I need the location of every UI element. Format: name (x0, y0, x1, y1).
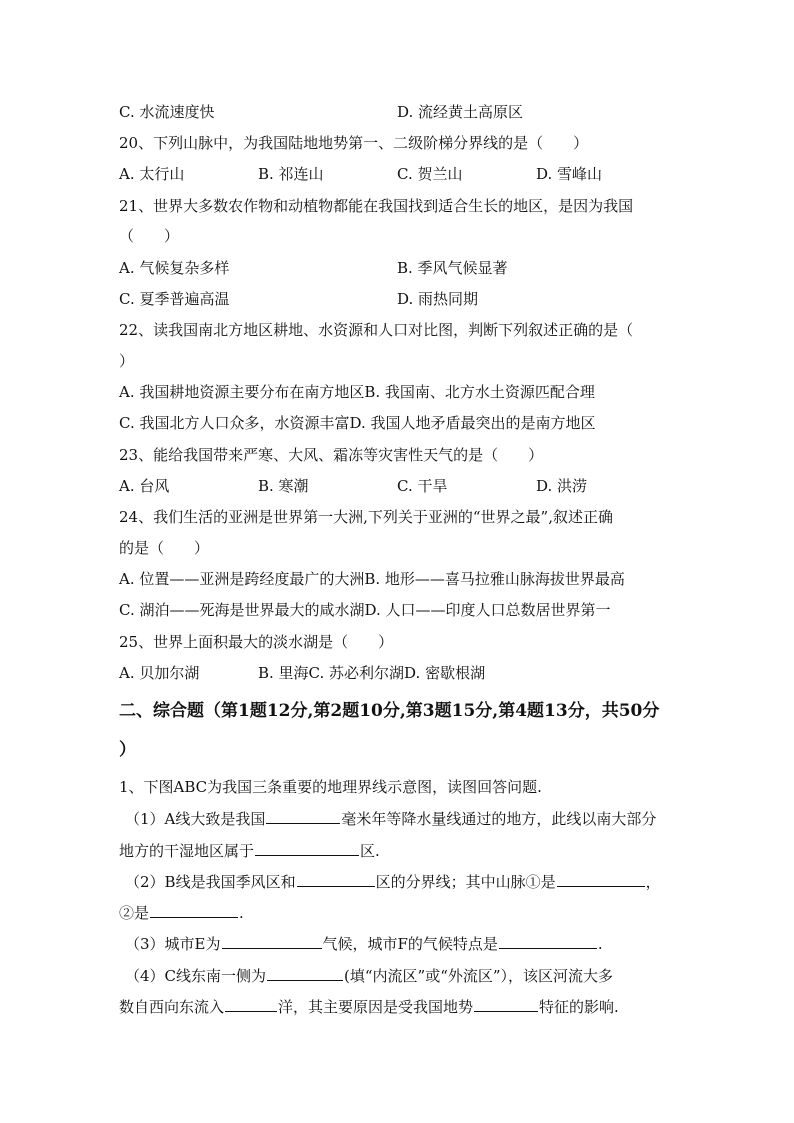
answer-blank-1[interactable] (266, 808, 340, 824)
q20-option-d: D. 雪峰山 (536, 165, 603, 183)
q1-part3-text-a: （3）城市E为 (125, 935, 221, 953)
answer-blank-10[interactable] (474, 996, 538, 1012)
question-21-stem-line2: （ ） (119, 227, 180, 245)
question-22-stem-line2: ） (119, 352, 135, 370)
q1-part1-text-d: 区. (360, 842, 380, 860)
q21-option-d: D. 雨热同期 (397, 290, 479, 308)
q1-part1-line2 (119, 840, 380, 862)
q1-part1-text-a: （1）A线大致是我国 (125, 810, 266, 828)
q25-option-a: A. 贝加尔湖 (119, 664, 200, 682)
q1-part2-line1 (125, 871, 661, 893)
question-20-stem: 20、下列山脉中，为我国陆地地势第一、二级阶梯分界线的是（ ） (119, 134, 589, 152)
question-22-stem-line1: 22、读我国南北方地区耕地、水资源和人口对比图，判断下列叙述正确的是（ (119, 321, 634, 339)
q1-part2-line2 (119, 902, 244, 924)
q1-part2-text-e: . (239, 904, 244, 922)
q1-part4-text-d: 洋，其主要原因是受我国地势 (278, 998, 474, 1016)
q1-part2-text-a: （2）B线是我国季风区和 (125, 873, 296, 891)
question-24-stem-line2: 的是（ ） (119, 539, 210, 557)
q23-option-a: A. 台风 (119, 477, 170, 495)
q1-part1-line1 (125, 808, 656, 830)
q1-part4-text-a: （4）C线东南一侧为 (125, 967, 267, 985)
q21-option-c: C. 夏季普遍高温 (119, 290, 230, 308)
q20-option-c: C. 贺兰山 (397, 165, 463, 183)
answer-blank-3[interactable] (297, 871, 375, 887)
q21-option-b: B. 季风气候显著 (397, 259, 508, 277)
q22-options-line2: C. 我国北方人口众多，水资源丰富D. 我国人地矛盾最突出的是南方地区 (119, 414, 596, 432)
answer-blank-5[interactable] (150, 902, 238, 918)
q1-part2-text-b: 区的分界线；其中山脉①是 (375, 873, 556, 891)
q1-part4-line1 (125, 965, 613, 987)
answer-blank-4[interactable] (557, 871, 645, 887)
question-21-stem-line1: 21、世界大多数农作物和动植物都能在我国找到适合生长的地区，是因为我国 (119, 197, 634, 215)
option-d-prev: D. 流经黄土高原区 (397, 103, 524, 121)
q23-option-b: B. 寒潮 (258, 477, 309, 495)
q1-part4-text-c: 数自西向东流入 (119, 998, 225, 1016)
answer-blank-9[interactable] (225, 996, 277, 1012)
answer-blank-8[interactable] (267, 965, 343, 981)
q20-option-b: B. 祁连山 (258, 165, 324, 183)
q1-intro: 1、下图ABC为我国三条重要的地理界线示意图，读图回答问题. (119, 778, 542, 796)
q20-option-a: A. 太行山 (119, 165, 185, 183)
answer-blank-6[interactable] (222, 933, 322, 949)
option-c-prev: C. 水流速度快 (119, 103, 215, 121)
q1-part1-text-c: 地方的干湿地区属于 (119, 842, 255, 860)
q1-part3-text-b: 气候，城市F的气候特点是 (322, 935, 498, 953)
q23-option-c: C. 干旱 (397, 477, 448, 495)
q24-options-line2: C. 湖泊——死海是世界最大的咸水湖D. 人口——印度人口总数居世界第一 (119, 601, 611, 619)
q1-part3-line (125, 933, 603, 955)
question-23-stem: 23、能给我国带来严寒、大风、霜冻等灾害性天气的是（ ） (119, 446, 544, 464)
q23-option-d: D. 洪涝 (536, 477, 588, 495)
q1-part2-text-d: ②是 (119, 904, 150, 922)
q1-part2-text-c: ， (645, 873, 661, 891)
answer-blank-7[interactable] (499, 933, 597, 949)
q1-part4-text-e: 特征的影响. (539, 998, 619, 1016)
q1-part3-text-c: . (597, 935, 603, 953)
q22-options-line1: A. 我国耕地资源主要分布在南方地区B. 我国南、北方水土资源匹配合理 (119, 383, 595, 401)
q1-part4-text-b: (填“内流区”或“外流区”），该区河流大多 (344, 967, 614, 985)
q1-part1-text-b: 毫米年等降水量线通过的地方，此线以南大部分 (341, 810, 657, 828)
q25-options-rest: B. 里海C. 苏必利尔湖D. 密歇根湖 (258, 664, 486, 682)
question-24-stem-line1: 24、我们生活的亚洲是世界第一大洲,下列关于亚洲的“世界之最”,叙述正确 (119, 508, 613, 526)
section-2-heading-line2: ） (119, 740, 136, 760)
q24-options-line1: A. 位置——亚洲是跨经度最广的大洲B. 地形——喜马拉雅山脉海拔世界最高 (119, 570, 625, 588)
question-25-stem: 25、世界上面积最大的淡水湖是（ ） (119, 633, 394, 651)
section-2-heading-line1: 二、综合题（第1题12分,第2题10分,第3题15分,第4题13分，共50分 (119, 701, 660, 721)
q1-part4-line2 (119, 996, 619, 1018)
q21-option-a: A. 气候复杂多样 (119, 259, 230, 277)
answer-blank-2[interactable] (255, 840, 359, 856)
